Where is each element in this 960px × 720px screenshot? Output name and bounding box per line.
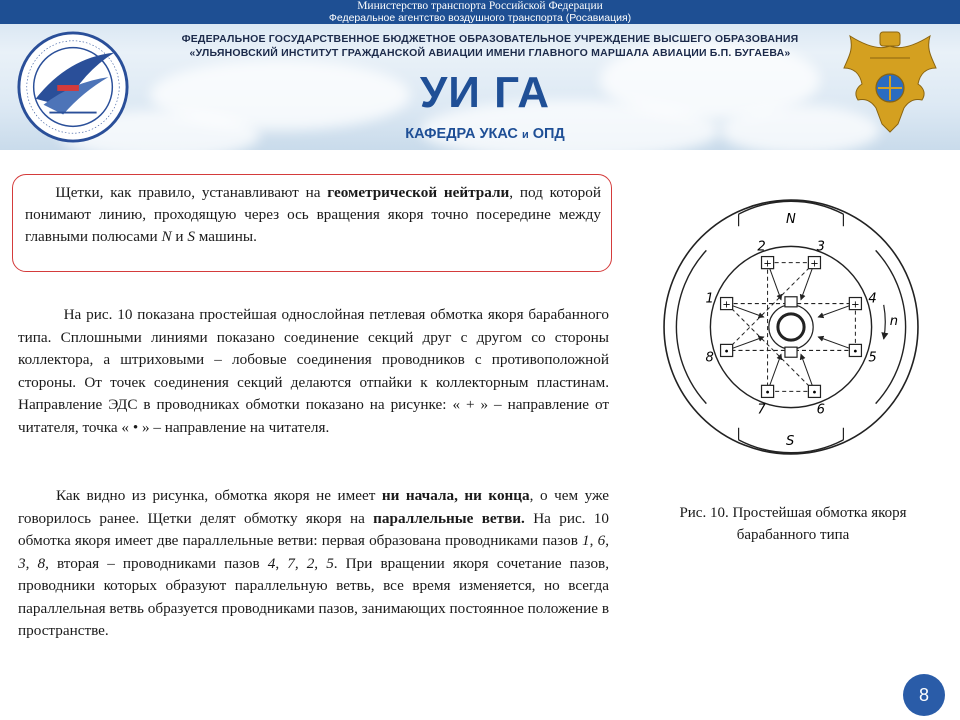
p2-text-2: , о чем уже говорилось ранее. Щетки делят обмотку якоря на <box>18 487 609 527</box>
slot-label-7: 7 <box>757 402 766 418</box>
brush-top <box>785 297 797 307</box>
institute-logo <box>14 28 132 146</box>
p2-bold-1: ни начала, ни конца <box>381 487 530 504</box>
header-banner <box>0 0 960 150</box>
stator-left-arc <box>676 250 706 403</box>
armature-winding-diagram <box>660 196 922 458</box>
p2-text-5: . При вращении якоря сочетание пазов, проводники которых образуют параллельную ветвь, все время изменяется, но всегда параллельная ветвь образуется проводниками пазов, занимающих постоянное положение в пространстве. <box>18 554 610 639</box>
ministry-bar <box>0 0 960 24</box>
paragraph-parallel-branches <box>18 485 609 643</box>
slot-label-1: 1 <box>705 291 714 307</box>
p2-slot-7: 7 <box>287 554 295 572</box>
p2-slot-6: 6 <box>597 532 606 549</box>
slot-label-8: 8 <box>705 350 714 366</box>
rotation-label: n <box>889 313 899 329</box>
callout-bold-term: геометрической нейтрали <box>327 184 510 201</box>
callout-text-1: Щетки, как правило, устанавливают на <box>55 184 328 201</box>
department-name-b: ОПД <box>532 126 565 142</box>
callout-text <box>25 182 601 248</box>
callout-pole-n: N <box>161 228 172 245</box>
p2-slot-4: 4 <box>267 554 276 572</box>
p2-sep-2: , <box>605 532 610 549</box>
p2-slot-8: 8 <box>37 554 46 572</box>
p2-sep-6: , <box>314 554 327 572</box>
pole-south-label: S <box>785 433 795 449</box>
current-direction-mark: • <box>852 346 859 358</box>
current-direction-mark: + <box>763 258 772 270</box>
callout-pole-s: S <box>187 228 195 245</box>
current-direction-mark: + <box>810 258 819 270</box>
key-definition-callout <box>12 174 612 272</box>
department-title <box>330 126 640 142</box>
p2-sep-1: , <box>589 532 598 549</box>
page-number-badge: 8 <box>903 674 945 716</box>
p2-sep-3: , <box>25 554 38 572</box>
caption-line-1: Рис. 10. Простейшая обмотка якоря <box>679 505 907 521</box>
commutator-ring <box>778 314 804 340</box>
p2-sep-4: , <box>275 554 288 572</box>
institution-line-1: ФЕДЕРАЛЬНОЕ ГОСУДАРСТВЕННОЕ БЮДЖЕТНОЕ ОБРАЗОВАТЕЛЬНОЕ УЧРЕЖДЕНИЕ ВЫСШЕГО ОБРАЗОВАНИЯ <box>181 33 799 45</box>
current-direction-mark: • <box>764 387 771 399</box>
p2-slot-3: 3 <box>18 554 26 572</box>
slot-label-4: 4 <box>868 291 877 307</box>
p2-slot-5: 5 <box>326 554 334 572</box>
paragraph-1-text: На рис. 10 показана простейшая однослойная петлевая обмотка якоря барабанного типа. Сплошными линиями показано соединение секций друг с другом со стороны коллектора, а штриховыми – лобовые соединения проводников с противоположной стороны. От точек соединения секций делаются отпайки к коллекторным пластинам. Направление ЭДС в проводниках обмотки показано на рисунке: « + » – направление от читателя, точка « • » – направление на читателя. <box>18 306 609 436</box>
slot-label-3: 3 <box>816 239 825 255</box>
institute-abbreviation: УИ ГА <box>419 68 551 117</box>
agency-name: Федеральное агентство воздушного транспорта (Росавиация) <box>328 12 632 24</box>
slot-label-2: 2 <box>757 239 766 255</box>
p2-slot-1: 1 <box>582 532 590 549</box>
department-name-a: КАФЕДРА УКАС <box>405 126 518 142</box>
p2-text-3: На рис. 10 обмотка якоря имеет две параллельные ветви: первая образована проводниками пазов <box>18 509 609 549</box>
p2-sep-5: , <box>294 554 307 572</box>
caption-line-2: барабанного типа <box>736 527 850 543</box>
current-direction-mark: + <box>851 299 860 311</box>
p2-slot-2: 2 <box>306 554 315 572</box>
paragraph-figure-description <box>18 304 609 439</box>
callout-text-2: , под которой понимают линию, проходящую через ось вращения якоря точно посередине между главными полюсами <box>25 184 602 245</box>
p2-text-4: , вторая – проводниками пазов <box>45 554 268 572</box>
figure-caption <box>640 502 946 546</box>
ministry-name: Министерство транспорта Российской Федерации <box>357 0 603 12</box>
institution-line-2: «УЛЬЯНОВСКИЙ ИНСТИТУТ ГРАЖДАНСКОЙ АВИАЦИИ ИМЕНИ ГЛАВНОГО МАРШАЛА АВИАЦИИ Б.П. БУГАЕВА» <box>189 47 791 59</box>
current-direction-mark: + <box>722 299 731 311</box>
rotation-arrow <box>884 305 886 339</box>
p2-bold-2: параллельные ветви. <box>373 509 525 527</box>
department-and: и <box>521 129 529 141</box>
slot-label-6: 6 <box>816 402 825 418</box>
pole-north-label: N <box>785 212 796 228</box>
slot-label-5: 5 <box>868 350 877 366</box>
p2-text-1: Как видно из рисунка, обмотка якоря не имеет <box>55 487 382 504</box>
rosaviatsiya-emblem <box>840 28 940 140</box>
current-direction-mark: • <box>811 387 818 399</box>
callout-text-3: и <box>171 228 188 245</box>
callout-text-4: машины. <box>194 228 257 245</box>
brush-bottom <box>785 347 797 357</box>
current-direction-mark: • <box>723 346 730 358</box>
